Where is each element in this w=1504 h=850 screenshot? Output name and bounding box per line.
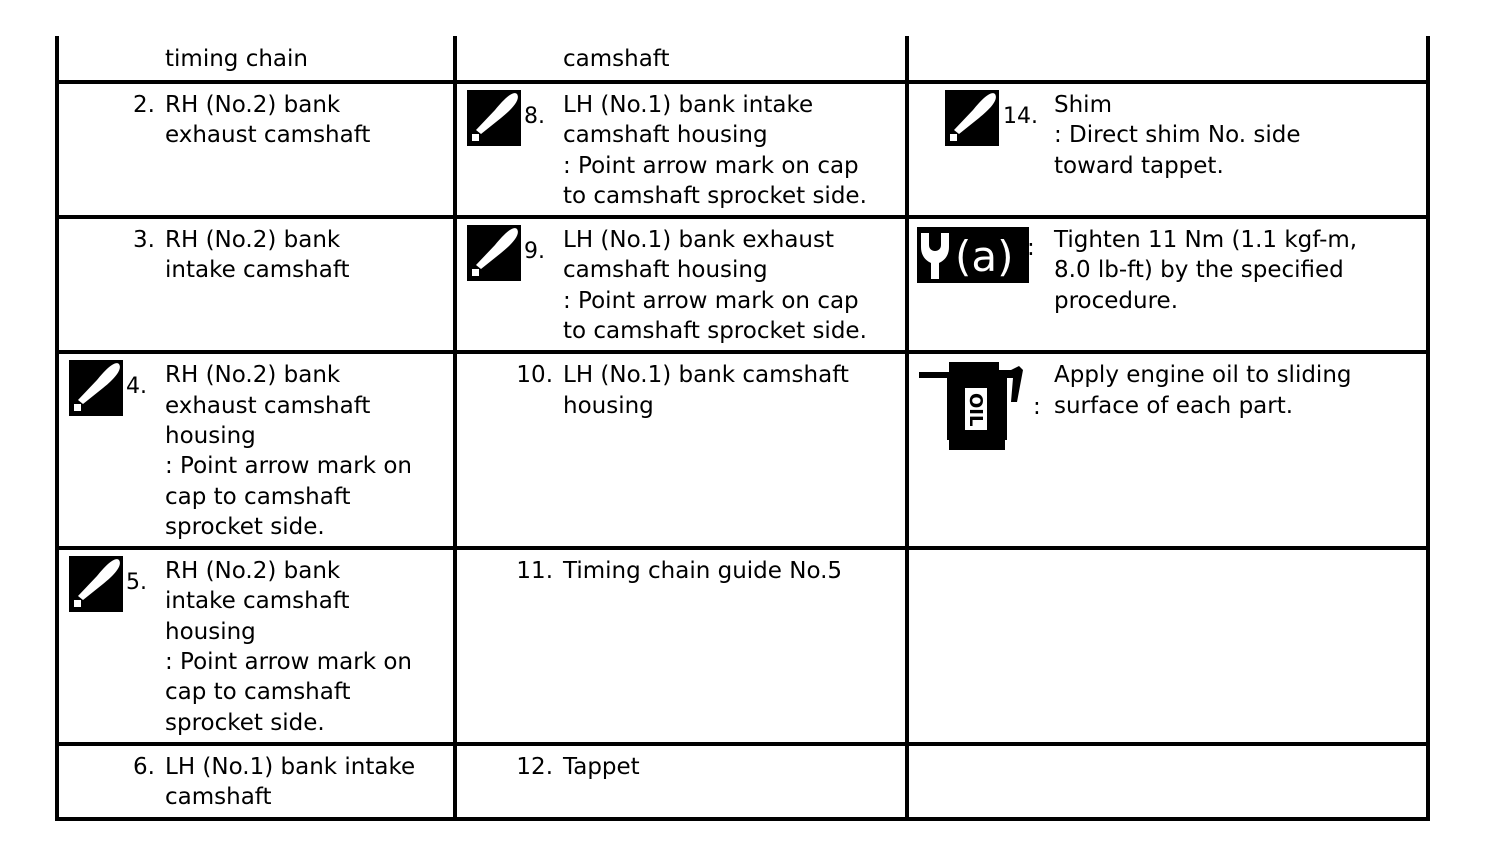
item-description: LH (No.1) bank exhaust camshaft housing : Point arrow mark on cap to camshaft sprocket side.	[563, 227, 867, 345]
item-description: Shim : Direct shim No. side toward tappet.	[1054, 92, 1301, 179]
item-description: Apply engine oil to sliding surface of each part.	[1054, 362, 1352, 419]
item-description: LH (No.1) bank intake camshaft	[165, 753, 416, 811]
table-row	[57, 82, 1428, 217]
item-number: 10.	[516, 362, 553, 389]
parts-legend-table	[55, 36, 1430, 821]
legend-cell	[907, 217, 1428, 352]
oil-label: OIL	[965, 393, 986, 427]
brush-icon	[467, 90, 521, 146]
table-row	[57, 744, 1428, 819]
item-number: 5.	[126, 570, 147, 596]
oil-can-icon	[919, 362, 1031, 454]
table-row	[57, 217, 1428, 352]
legend-cell	[57, 548, 455, 744]
brush-icon	[69, 556, 123, 612]
legend-cell	[57, 217, 455, 352]
brush-icon	[467, 225, 521, 281]
legend-cell	[57, 744, 455, 819]
brush-icon	[69, 360, 123, 416]
legend-cell	[57, 352, 455, 548]
item-number: 12.	[516, 753, 553, 780]
item-description: LH (No.1) bank intake camshaft housing : Point arrow mark on cap to camshaft sprocket side.	[563, 92, 867, 209]
legend-cell	[907, 82, 1428, 217]
legend-cell	[57, 82, 455, 217]
legend-cell-empty	[907, 36, 1428, 82]
item-description: RH (No.2) bank exhaust camshaft	[165, 92, 371, 149]
item-number: :	[1033, 394, 1041, 421]
item-description: LH (No.1) bank camshaft housing	[563, 362, 849, 419]
item-number: 8.	[524, 104, 545, 129]
table-row	[57, 548, 1428, 744]
legend-cell	[455, 36, 907, 82]
item-number: :	[1027, 235, 1035, 262]
item-number: 4.	[126, 374, 147, 400]
item-number: 2.	[133, 92, 155, 118]
legend-cell	[455, 82, 907, 217]
item-description: Tappet	[563, 753, 640, 780]
brush-icon	[945, 90, 999, 146]
legend-cell-empty	[907, 744, 1428, 819]
item-description: camshaft	[563, 46, 670, 72]
item-number: 6.	[133, 753, 155, 780]
item-description: Timing chain guide No.5	[563, 558, 843, 585]
legend-cell	[455, 744, 907, 819]
item-number: 9.	[524, 239, 545, 265]
legend-cell	[907, 352, 1428, 548]
item-number: 14.	[1003, 104, 1038, 129]
item-description: timing chain	[165, 46, 308, 72]
table-row	[57, 352, 1428, 548]
table-row	[57, 36, 1428, 82]
legend-cell-empty	[907, 548, 1428, 744]
torque-label: (a)	[955, 232, 1014, 282]
legend-cell	[57, 36, 455, 82]
item-description: RH (No.2) bank exhaust camshaft housing : Point arrow mark on cap to camshaft sprocket side.	[165, 362, 413, 540]
item-description: RH (No.2) bank intake camshaft	[165, 227, 350, 284]
wrench-torque-icon	[917, 227, 1029, 283]
legend-cell	[455, 352, 907, 548]
item-description: Tighten 11 Nm (1.1 kgf-m, 8.0 lb-ft) by the specified procedure.	[1054, 227, 1358, 314]
item-number: 11.	[516, 558, 553, 585]
item-number: 3.	[133, 227, 155, 254]
legend-cell	[455, 217, 907, 352]
legend-cell	[455, 548, 907, 744]
item-description: RH (No.2) bank intake camshaft housing : Point arrow mark on cap to camshaft sprocket side.	[165, 558, 413, 736]
